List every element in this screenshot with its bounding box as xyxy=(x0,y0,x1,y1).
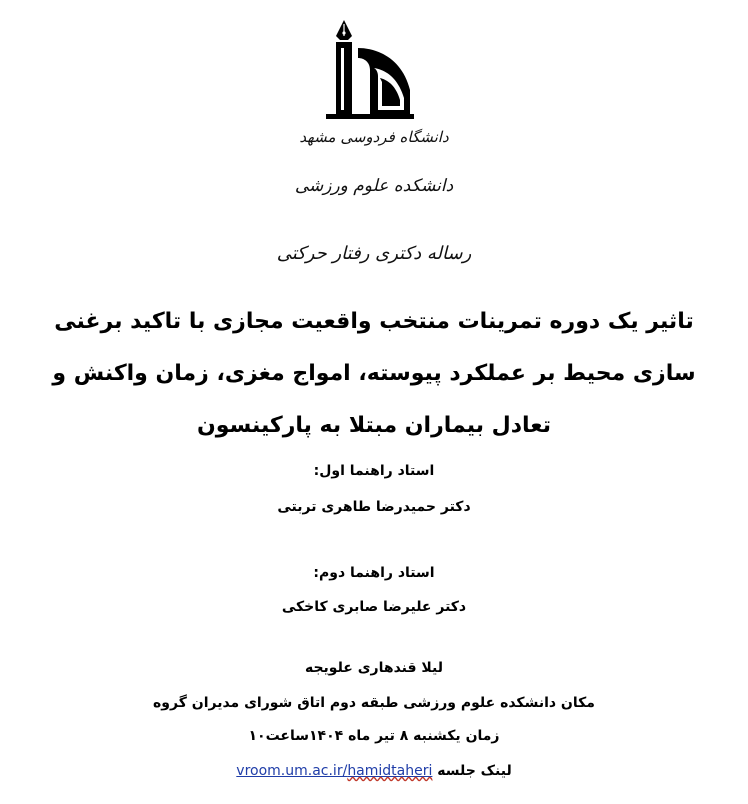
session-place: مکان دانشکده علوم ورزشی طبقه دوم اتاق شورای مدیران گروه xyxy=(153,695,595,711)
session-link-url-part2[interactable]: hamidtaheri xyxy=(347,763,433,779)
ferdowsi-logo-icon xyxy=(322,18,416,122)
second-advisor-name: دکتر علیرضا صابری کاخکی xyxy=(281,599,467,615)
session-link-label: لینک جلسه xyxy=(437,763,512,779)
session-time: زمان یکشنبه ۸ تیر ماه ۱۴۰۴ساعت۱۰ xyxy=(248,728,500,744)
session-link-line xyxy=(0,763,748,779)
thesis-type: رساله دکتری رفتار حرکتی xyxy=(276,243,472,264)
session-link-url-part1[interactable]: vroom.um.ac.ir/ xyxy=(236,763,348,779)
second-advisor-label: استاد راهنما دوم: xyxy=(313,565,435,581)
student-name: لیلا قندهاری علویجه xyxy=(304,660,444,676)
thesis-title: تاثیر یک دوره تمرینات منتخب واقعیت مجازی با تاکید برغنی سازی محیط بر عملکرد پیوسته، امواج مغزی، زمان واکنش و تعادل بیماران مبتلا به پارکینسون xyxy=(52,309,696,438)
first-advisor-name: دکتر حمیدرضا طاهری تربتی xyxy=(277,499,471,515)
university-logo xyxy=(322,18,416,122)
first-advisor-label: استاد راهنما اول: xyxy=(313,463,435,479)
session-link[interactable] xyxy=(236,763,432,779)
faculty-name: دانشکده علوم ورزشی xyxy=(294,176,454,196)
university-name: دانشگاه فردوسی مشهد xyxy=(299,128,449,146)
